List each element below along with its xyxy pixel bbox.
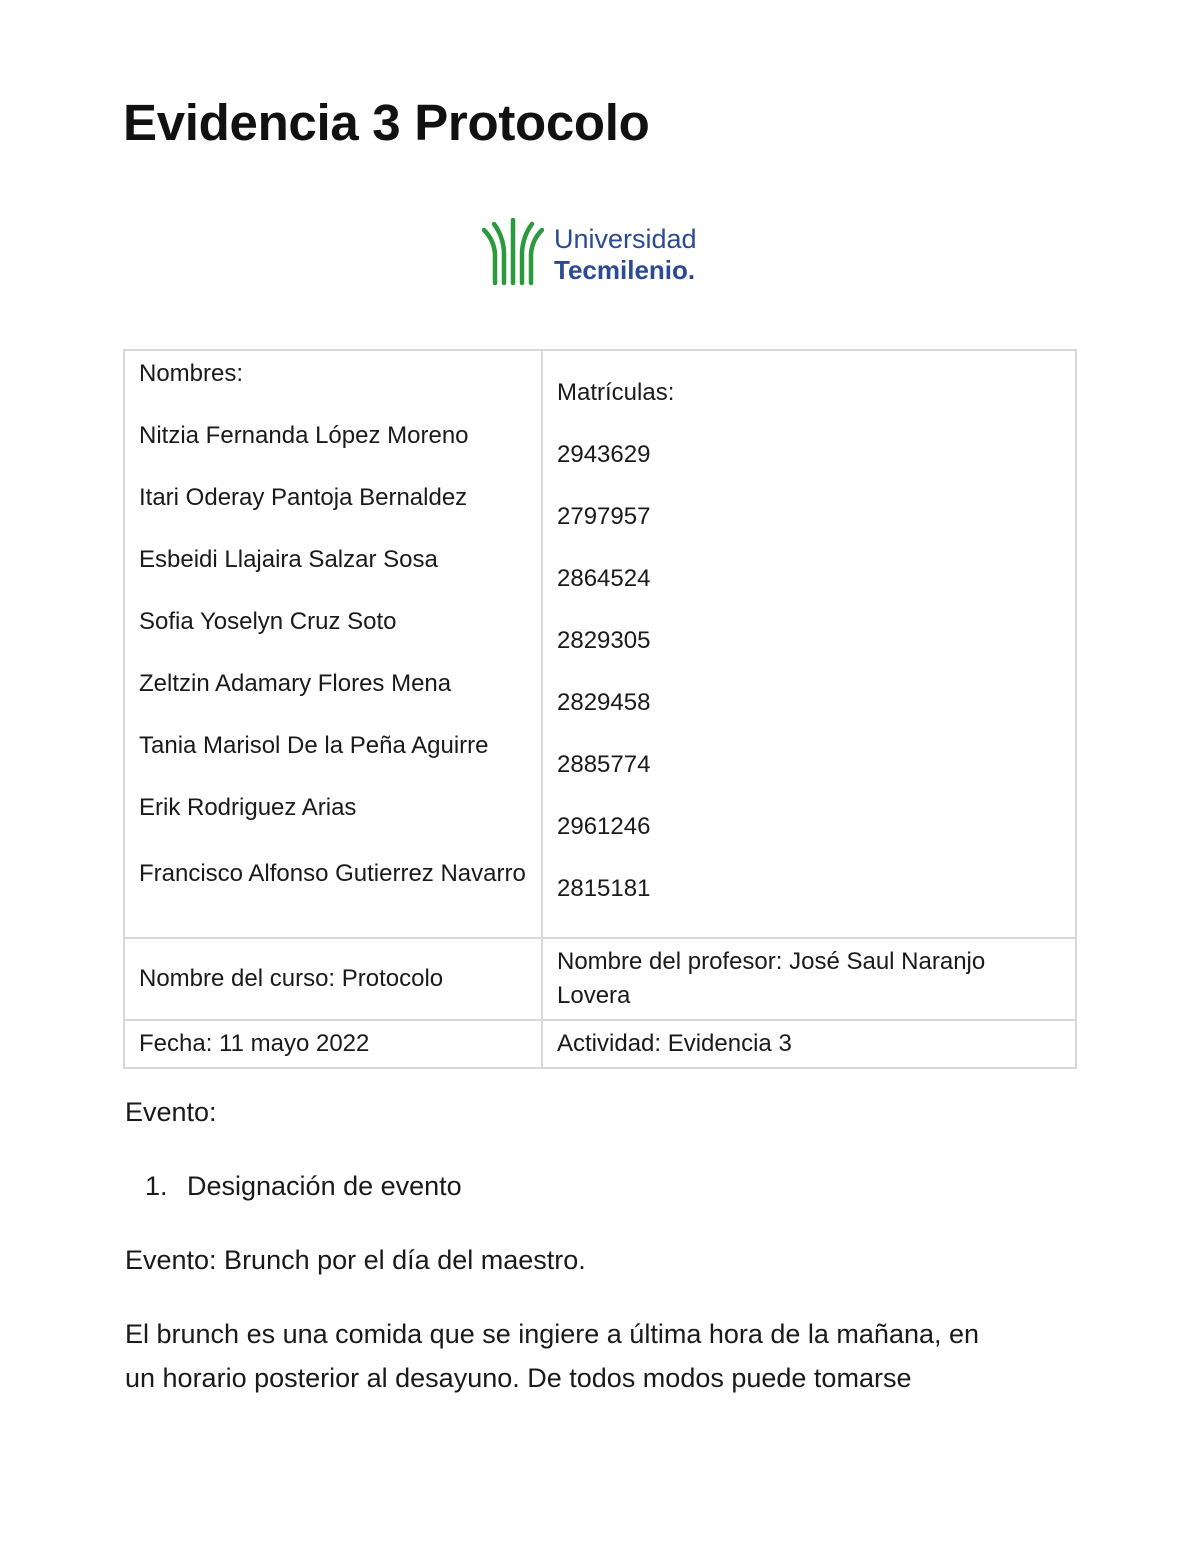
names-cell [124, 350, 542, 938]
student-id: 2797957 [557, 503, 651, 530]
activity: Actividad: Evidencia 3 [542, 1020, 1076, 1068]
student-id: 2885774 [557, 751, 651, 778]
ids-header: Matrículas: [557, 379, 675, 406]
professor-name: Nombre del profesor: José Saul Naranjo Lovera [557, 948, 986, 1009]
paragraph-line: El brunch es una comida que se ingiere a última hora de la mañana, en [125, 1319, 980, 1349]
event-heading: Evento: [125, 1097, 217, 1127]
student-name: Esbeidi Llajaira Salzar Sosa [139, 546, 438, 573]
list-text: Designación de evento [187, 1171, 462, 1201]
student-id: 2943629 [557, 441, 651, 468]
tecmilenio-emblem-icon [482, 218, 544, 286]
student-name: Erik Rodriguez Arias [139, 794, 357, 821]
paragraph-line: un horario posterior al desayuno. De todos modos puede tomarse [125, 1363, 912, 1393]
course-row [124, 938, 1076, 1020]
student-name: Tania Marisol De la Peña Aguirre [139, 732, 489, 759]
date: Fecha: 11 mayo 2022 [124, 1020, 542, 1068]
student-info-table [123, 349, 1077, 1069]
ids-cell [542, 350, 1076, 938]
students-row [124, 350, 1076, 938]
student-name: Zeltzin Adamary Flores Mena [139, 670, 452, 697]
student-name: Francisco Alfonso Gutierrez Navarro [139, 860, 526, 887]
page-title: Evidencia 3 Protocolo [123, 94, 650, 151]
student-id: 2961246 [557, 813, 651, 840]
names-header: Nombres: [139, 360, 244, 387]
student-name: Nitzia Fernanda López Moreno [139, 422, 469, 449]
student-id: 2864524 [557, 565, 651, 592]
list-number: 1. [145, 1171, 168, 1201]
list-item [145, 1166, 462, 1206]
event-line: Evento: Brunch por el día del maestro. [125, 1245, 586, 1275]
logo-text-tecmilenio: Tecmilenio. [554, 255, 696, 285]
student-name: Itari Oderay Pantoja Bernaldez [139, 484, 468, 511]
university-logo [482, 218, 722, 288]
course-name: Nombre del curso: Protocolo [124, 938, 542, 1020]
student-id: 2829458 [557, 689, 651, 716]
professor-cell [542, 938, 1076, 1020]
date-row [124, 1020, 1076, 1068]
student-name: Sofia Yoselyn Cruz Soto [139, 608, 397, 635]
student-id: 2829305 [557, 627, 651, 654]
logo-text-universidad: Universidad [554, 224, 697, 254]
student-id: 2815181 [557, 875, 651, 902]
